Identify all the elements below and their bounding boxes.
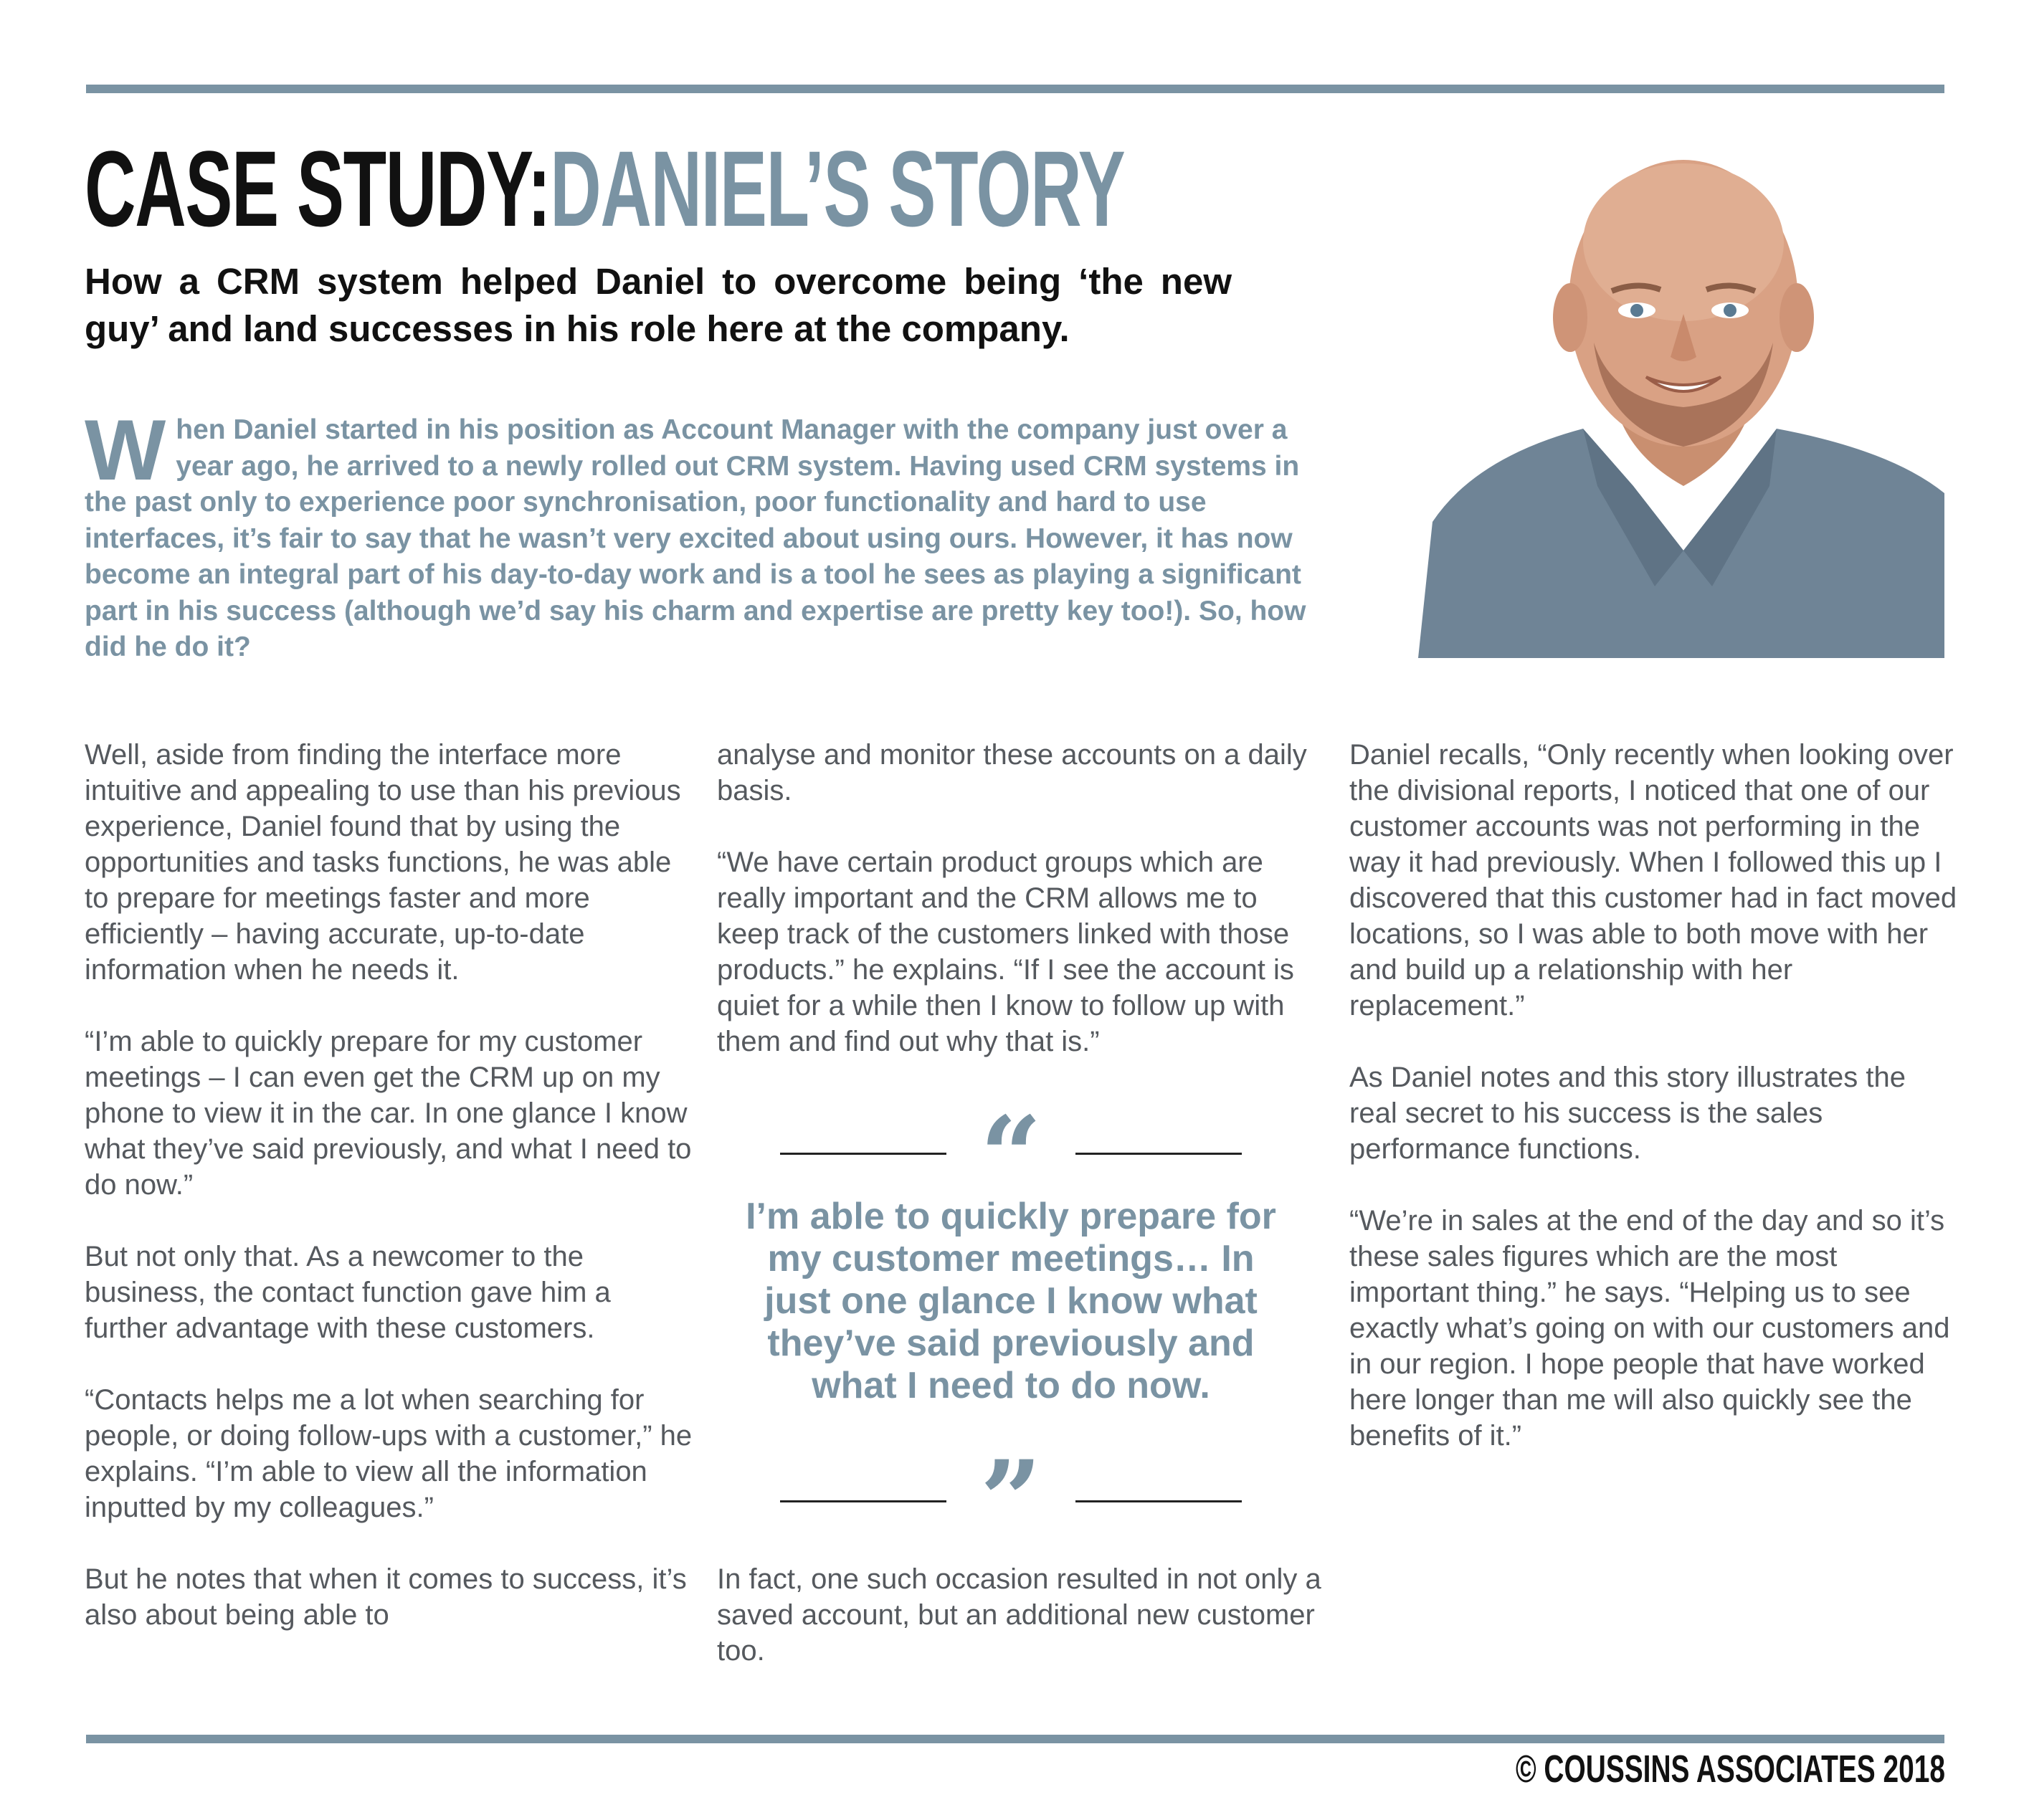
intro-text: hen Daniel started in his position as Account Manager with the company just over a year ago, he arrived to a newly rolled out CRM system. Having used CRM systems in the past only to experience poor synchronisation, poor functionality and hard to use interfaces, it’s fair to say that he wasn’t very excited about using ours. However, it has now become an integral part of his day-to-day work and is a tool he sees as playing a significant part in his success (although we’d say his charm and expertise are pretty key too!). So, how did he do it? [85,414,1306,662]
drop-cap: W [85,402,166,498]
body-paragraph: But not only that. As a newcomer to the business, the contact function gave him a further advantage with these customers. [85,1241,611,1344]
close-quote-mark-icon: ” [979,1437,1042,1563]
body-paragraph: “We have certain product groups which are really important and the CRM allows me to keep track of the customers linked with those products.” he explains. “If I see the account is quiet for a while then I know to follow up with them and find out why that is.” [717,847,1294,1057]
body-paragraph: But he notes that when it comes to success, it’s also about being able to [85,1563,687,1631]
body-paragraph: “I’m able to quickly prepare for my customer meetings – I can even get the CRM up on my phone to view it in the car. In one glance I know what they’ve said previously, and what I need to do now.” [85,1026,692,1201]
intro-paragraph [85,402,1318,666]
column-2-continued [717,1561,1326,1705]
column-3 [1349,737,1959,1490]
column-2 [717,737,1326,1095]
top-rule [86,85,1944,93]
pull-quote [746,1093,1276,1563]
body-paragraph: Daniel recalls, “Only recently when looking over the divisional reports, I noticed that one of our customer accounts was not performing in the way it had previously. When I followed this up I discovered that this customer had in fact moved locations, so I was able to both move with her and build up a relationship with her replacement.” [1349,739,1957,1021]
title-name: DANIEL’S STORY [550,128,1125,249]
pull-quote-rule [1075,1500,1242,1502]
page-subtitle: How a CRM system helped Daniel to overcome being ‘the new guy’ and land successes in his role here at the company. [85,261,1232,349]
title-prefix: CASE STUDY: [85,128,551,249]
body-paragraph: Well, aside from finding the interface more intuitive and appealing to use than his previous experience, Daniel found that by using the opportunities and tasks functions, he was able to prepare for meetings faster and more efficiently – having accurate, up-to-date information when he needs it. [85,739,681,986]
pull-quote-rule [780,1153,946,1155]
body-paragraph: In fact, one such occasion resulted in not only a saved account, but an additional new customer too. [717,1563,1321,1667]
body-paragraph: analyse and monitor these accounts on a daily basis. [717,739,1307,806]
body-paragraph: As Daniel notes and this story illustrates the real secret to his success is the sales performance functions. [1349,1062,1906,1165]
pull-quote-text: I’m able to quickly prepare for my customer meetings… In just one glance I know what they’ve said previously and what I need to do now. [746,1196,1276,1406]
copyright-footer: © COUSSINS ASSOCIATES 2018 [1515,1748,1945,1791]
page-title [85,128,1125,249]
open-quote-mark-icon: “ [979,1093,1042,1219]
daniel-portrait-photo [1418,149,1944,658]
body-paragraph: “Contacts helps me a lot when searching for people, or doing follow-ups with a customer,” he explains. “I’m able to view all the information inputted by my colleagues.” [85,1384,693,1523]
body-paragraph: “We’re in sales at the end of the day and so it’s these sales figures which are the most important thing.” he says. “Helping us to see exactly what’s going on with our customers and in our region. I hope people that have worked here longer than me will also quickly see the benefits of it.” [1349,1205,1950,1452]
pull-quote-rule [1075,1153,1242,1155]
bottom-rule [86,1735,1944,1743]
pull-quote-rule [780,1500,946,1502]
column-1 [85,737,694,1669]
